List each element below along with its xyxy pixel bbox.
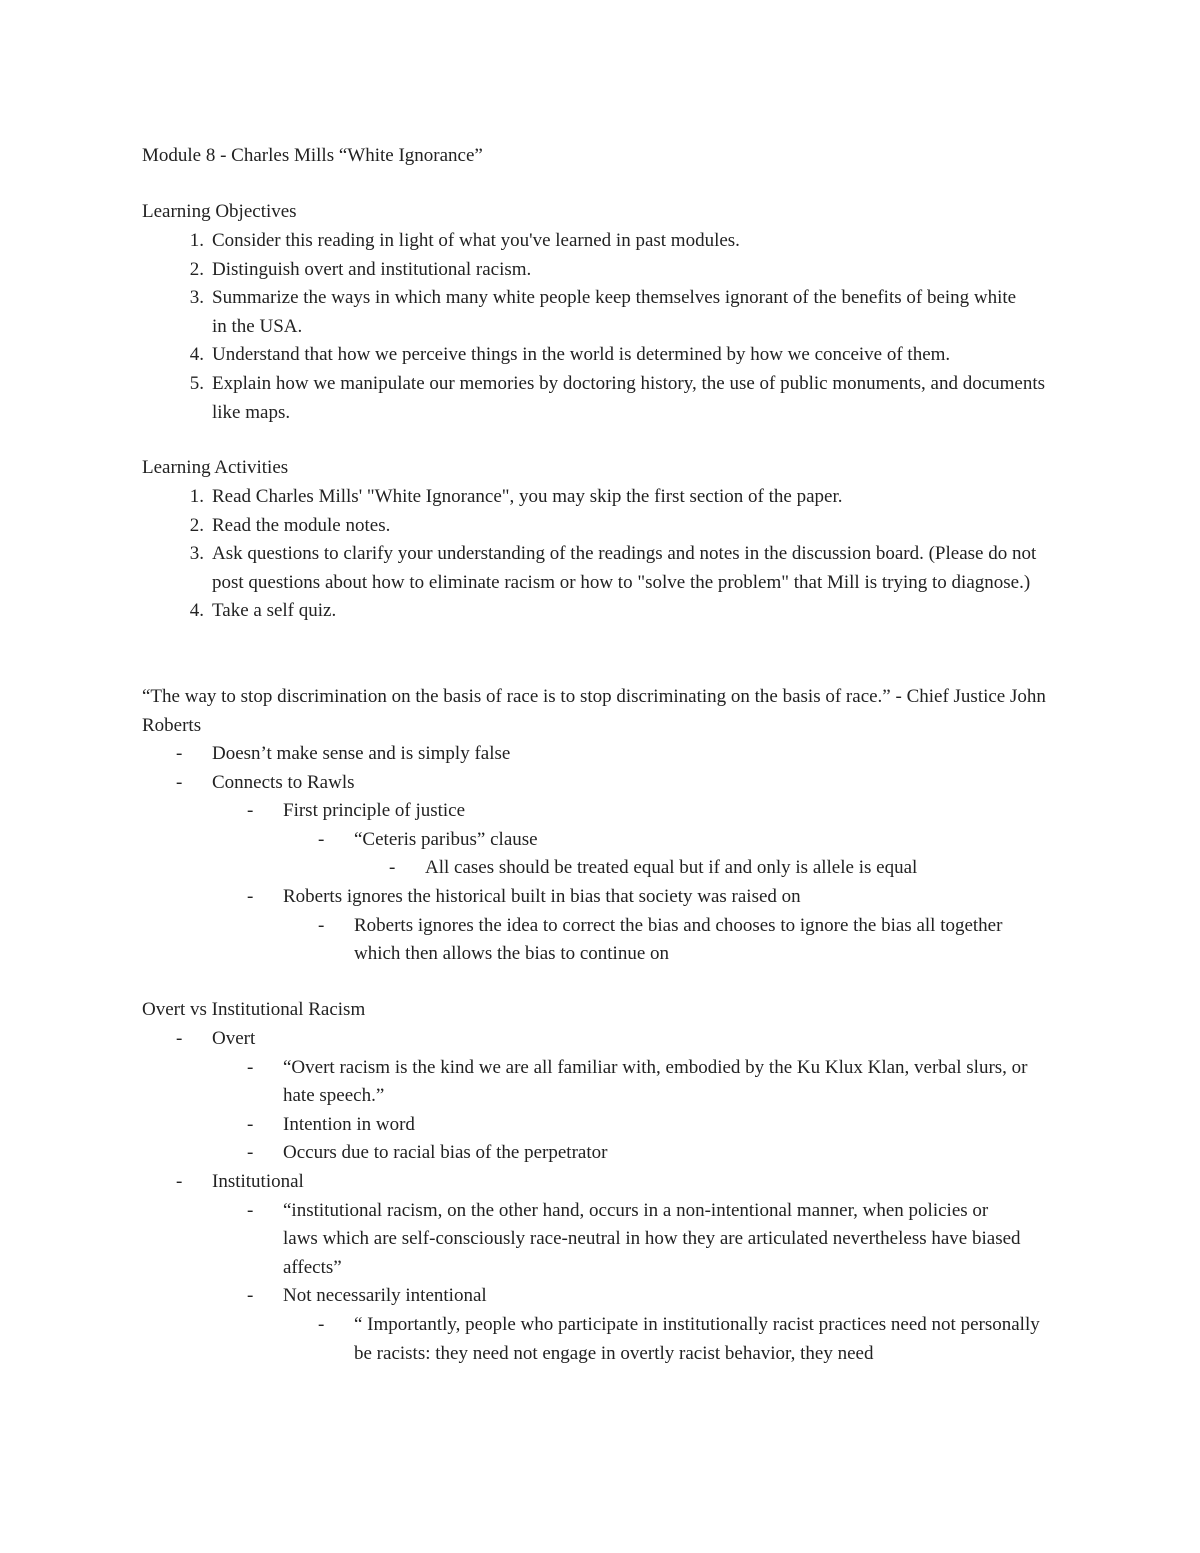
- activities-heading: Learning Activities: [142, 457, 289, 478]
- nested-list: [283, 826, 1072, 883]
- activities-list: [189, 483, 1052, 626]
- list-item: - Overt - “Overt racism is the kind we are all familiar with, embodied by the Ku Klux Klan, verbal slurs, or hate speech.” - Intention in word - Occurs due to racial bias of the perpetrator: [212, 1025, 1072, 1168]
- dash-bullet: -: [176, 1028, 183, 1049]
- list-item: 4. Take a self quiz.: [212, 597, 1052, 626]
- roberts-notes: [176, 740, 1072, 969]
- dash-bullet: -: [247, 1142, 254, 1164]
- document-title: Module 8 - Charles Mills “White Ignorance”: [142, 145, 483, 166]
- dash-bullet: -: [176, 1170, 183, 1192]
- list-item: - “Ceteris paribus” clause - All cases should be treated equal but if and only is allele is equal: [354, 826, 1072, 883]
- nested-list: [283, 1311, 1072, 1368]
- racism-heading: Overt vs Institutional Racism: [142, 999, 366, 1020]
- list-item: - Connects to Rawls - First principle of justice - “Ceteris paribus” clause - All cases should be treated equal but if and only is allele is equal - Roberts ignores the historical built in bias that society was raised on - Roberts ignores the idea to correct the bias and chooses to ignore the bias all together which then allows the bias to continue on: [212, 769, 1072, 969]
- dash-bullet: -: [176, 771, 183, 793]
- list-item: 5. Explain how we manipulate our memories by doctoring history, the use of public monuments, and documents like maps.: [212, 370, 1072, 427]
- list-item: - Not necessarily intentional - “ Importantly, people who participate in institutionally racist practices need not personally be racists: they need not engage in overtly racist behavior, they need: [283, 1282, 1072, 1368]
- list-number: 1.: [189, 486, 204, 507]
- roberts-quote: “The way to stop discrimination on the basis of race is to stop discriminating on the basis of race.” - Chief Justice John Roberts: [142, 686, 1046, 736]
- list-item: - “ Importantly, people who participate in institutionally racist practices need not personally be racists: they need not engage in overtly racist behavior, they need: [354, 1311, 1054, 1368]
- list-item: - Intention in word: [283, 1111, 1072, 1140]
- dash-bullet: -: [318, 914, 325, 936]
- dash-bullet: -: [247, 1113, 254, 1135]
- list-item: 3. Summarize the ways in which many white people keep themselves ignorant of the benefits of being white in the USA.: [212, 284, 1032, 341]
- list-number: 3.: [189, 543, 204, 565]
- list-number: 4.: [189, 600, 204, 622]
- racism-notes: [176, 1025, 1072, 1368]
- list-item: - First principle of justice - “Ceteris paribus” clause - All cases should be treated equal but if and only is allele is equal: [283, 797, 1072, 883]
- list-number: 4.: [189, 344, 204, 366]
- list-item: 1. Consider this reading in light of what you've learned in past modules.: [212, 227, 1082, 256]
- dash-bullet: -: [176, 743, 183, 764]
- list-item: - Roberts ignores the historical built in bias that society was raised on - Roberts ignores the idea to correct the bias and chooses to ignore the bias all together which then allows the bias to continue on: [283, 883, 1072, 969]
- dash-bullet: -: [318, 1313, 325, 1335]
- list-number: 3.: [189, 287, 204, 309]
- list-item: 2. Distinguish overt and institutional racism.: [212, 256, 1082, 285]
- list-item: - Roberts ignores the idea to correct the bias and chooses to ignore the bias all together which then allows the bias to continue on: [354, 912, 1024, 969]
- dash-bullet: -: [247, 800, 254, 822]
- list-item: - Doesn’t make sense and is simply false: [212, 740, 1072, 769]
- list-item: - All cases should be treated equal but if and only is allele is equal: [425, 854, 1072, 883]
- dash-bullet: -: [247, 1199, 254, 1221]
- list-item: 3. Ask questions to clarify your understanding of the readings and notes in the discussion board. (Please do not post questions about how to eliminate racism or how to "solve the problem" that Mill is trying to diagnose.): [212, 540, 1042, 597]
- list-item: 2. Read the module notes.: [212, 512, 1052, 541]
- list-item: 4. Understand that how we perceive things in the world is determined by how we conceive of them.: [212, 341, 1082, 370]
- dash-bullet: -: [247, 1056, 254, 1078]
- list-number: 1.: [189, 230, 204, 251]
- list-number: 2.: [189, 258, 204, 280]
- nested-list: [212, 797, 1072, 969]
- dash-bullet: -: [389, 857, 396, 879]
- nested-list: [283, 912, 1072, 969]
- list-number: 5.: [189, 372, 204, 394]
- nested-list: [212, 1054, 1072, 1168]
- dash-bullet: -: [247, 885, 254, 907]
- list-item: - Institutional - “institutional racism, on the other hand, occurs in a non-intentional manner, when policies or laws which are self-consciously race-neutral in how they are articulated nevertheless have biased affects” - Not necessarily intentional - “ Importantly, people who participate in institutionally racist practices need not personally be racists: they need not engage in overtly racist behavior, they need: [212, 1168, 1072, 1368]
- list-item: - Occurs due to racial bias of the perpetrator: [283, 1139, 1072, 1168]
- list-item: - “institutional racism, on the other hand, occurs in a non-intentional manner, when policies or laws which are self-consciously race-neutral in how they are articulated nevertheless have biased affects”: [283, 1197, 1023, 1283]
- nested-list: [354, 854, 1072, 883]
- list-item: - “Overt racism is the kind we are all familiar with, embodied by the Ku Klux Klan, verbal slurs, or hate speech.”: [283, 1054, 1063, 1111]
- dash-bullet: -: [318, 828, 325, 850]
- objectives-heading: Learning Objectives: [142, 201, 297, 222]
- nested-list: [212, 1197, 1072, 1369]
- objectives-list: [189, 227, 1082, 427]
- dash-bullet: -: [247, 1285, 254, 1307]
- list-item: 1. Read Charles Mills' "White Ignorance", you may skip the first section of the paper.: [212, 483, 1052, 512]
- list-number: 2.: [189, 514, 204, 536]
